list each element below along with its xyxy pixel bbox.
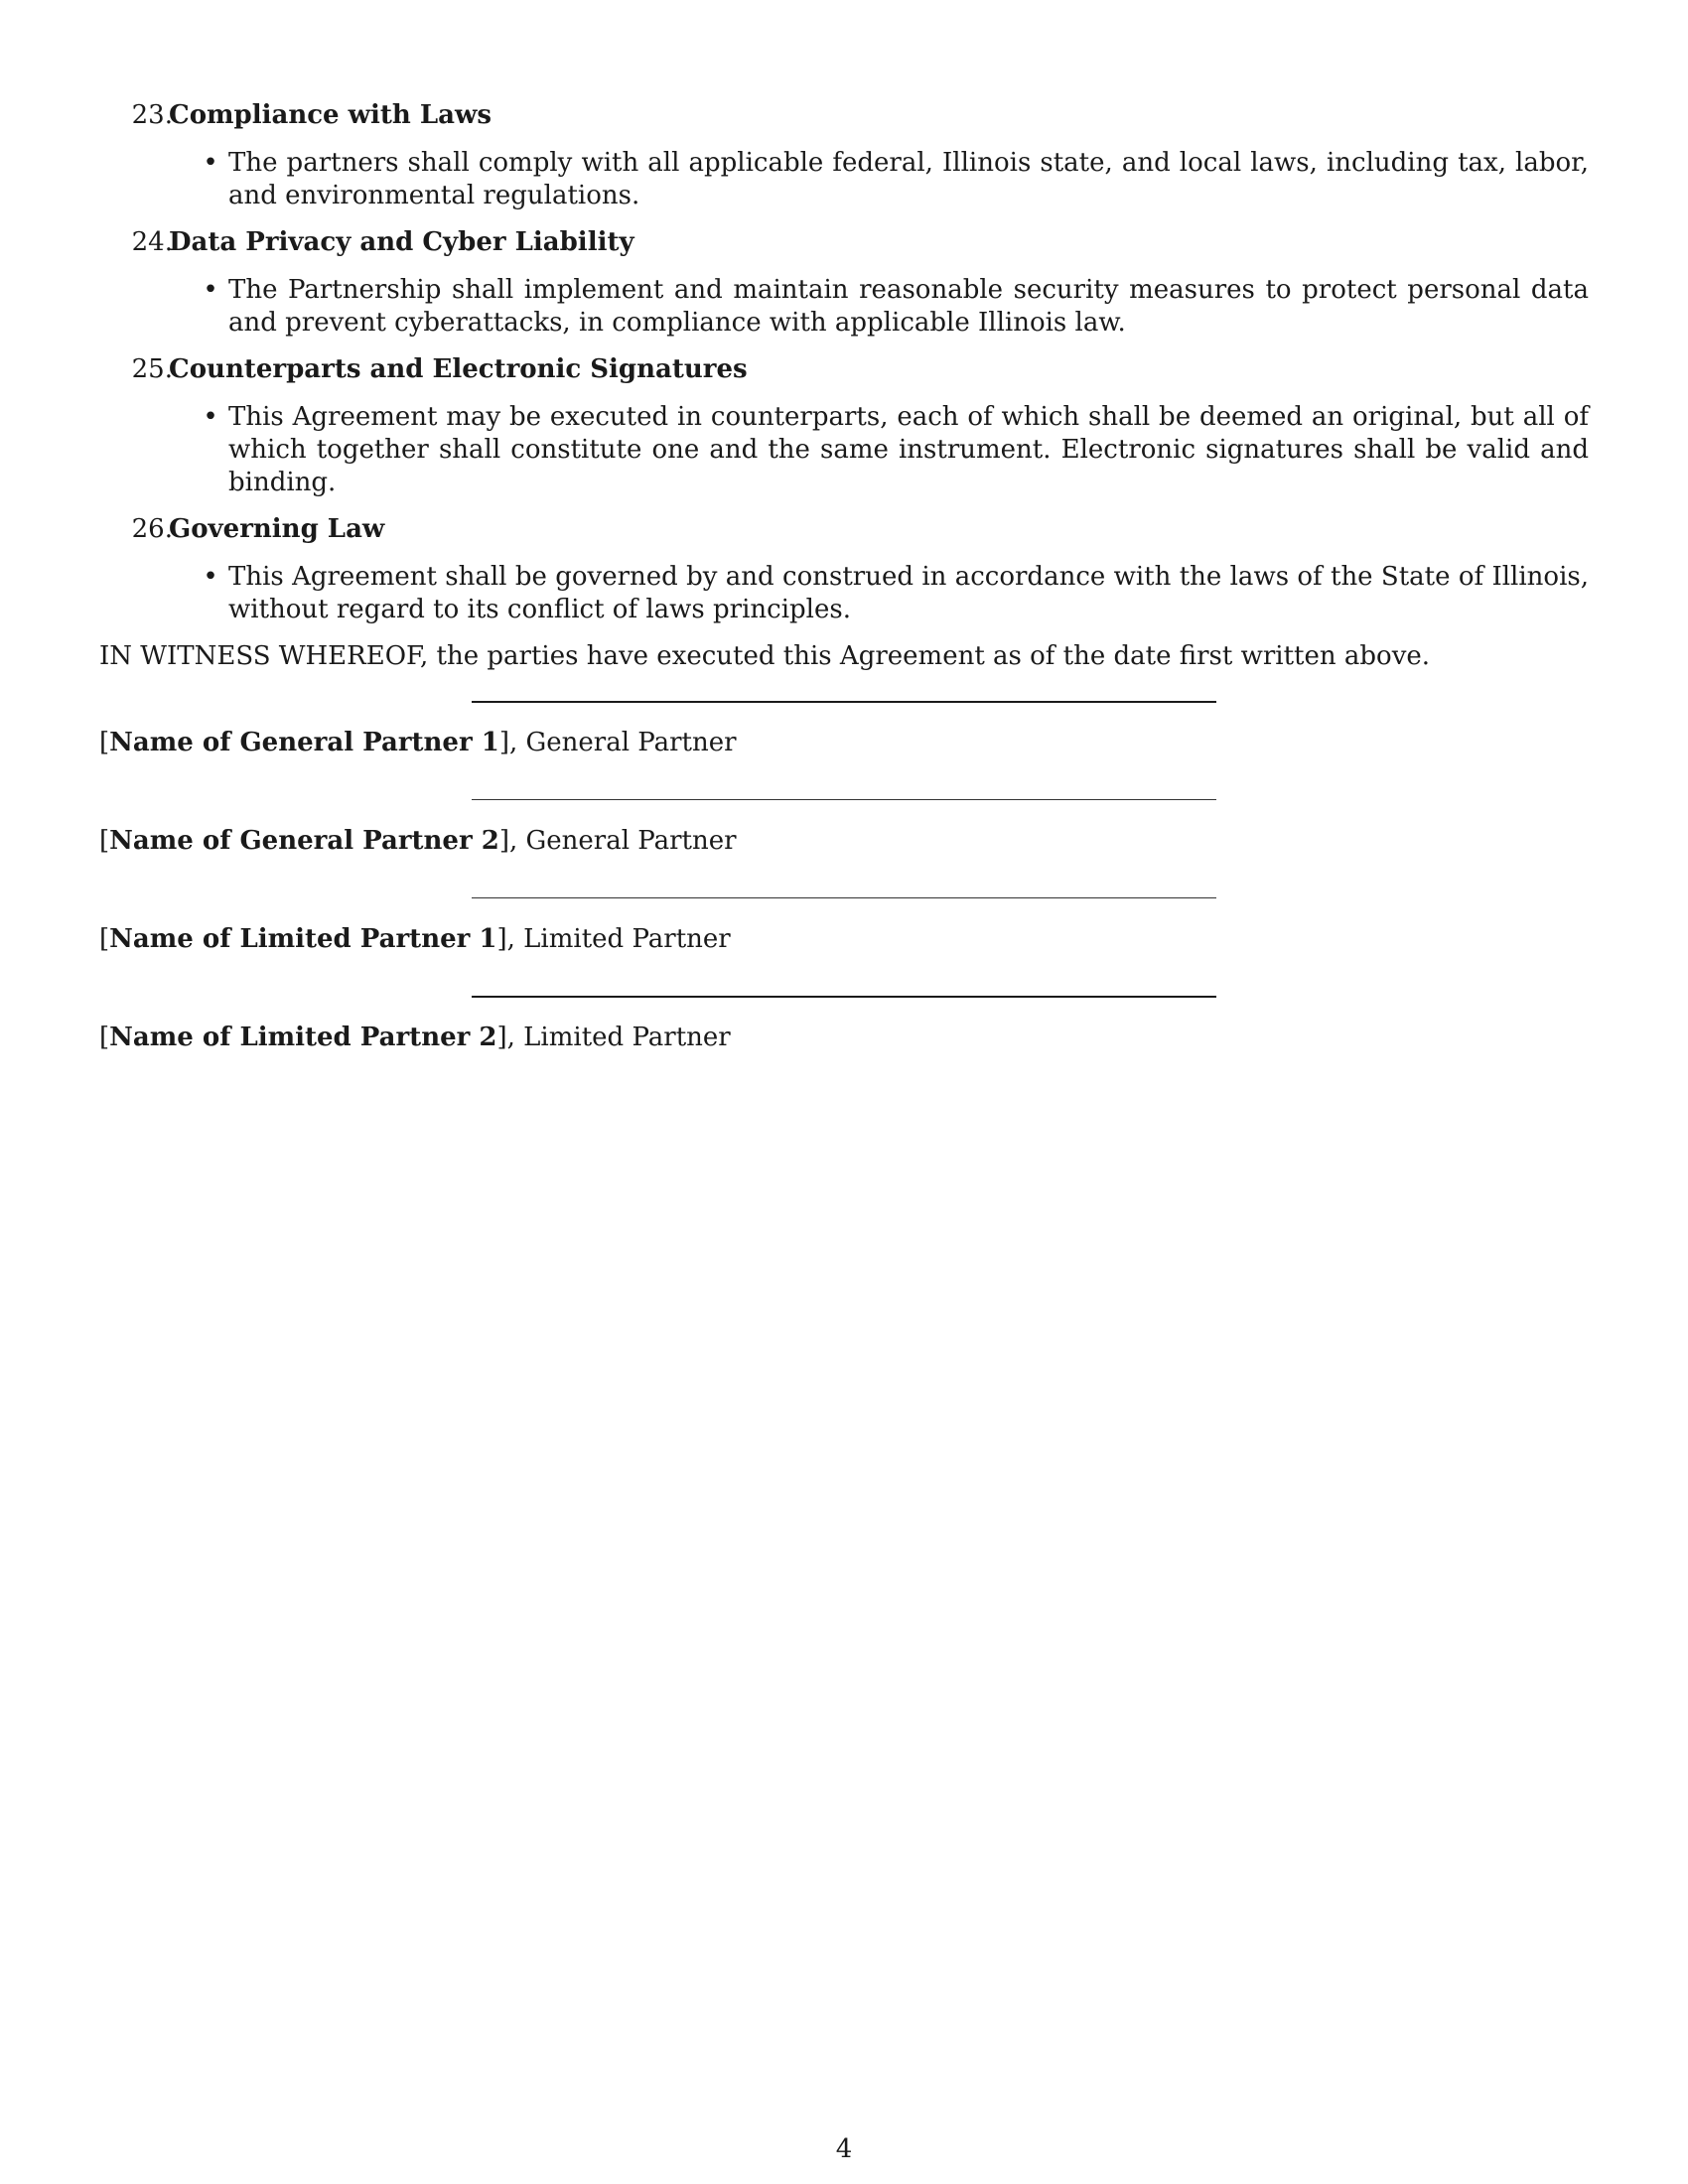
signatory-name: Name of Limited Partner 2 bbox=[109, 1023, 497, 1052]
section-title: Data Privacy and Cyber Liability bbox=[169, 227, 634, 257]
section-number: 24. bbox=[131, 227, 173, 257]
section-title: Compliance with Laws bbox=[169, 100, 492, 130]
section-heading bbox=[99, 226, 1589, 260]
signatory-name: Name of Limited Partner 1 bbox=[109, 924, 497, 954]
list-item-text: This Agreement shall be governed by and construed in accordance with the laws of the State of Illinois, without regard to its conflict of laws principles. bbox=[228, 562, 1589, 624]
section-heading bbox=[99, 99, 1589, 133]
section-number: 23. bbox=[131, 100, 173, 130]
signatory-name: Name of General Partner 2 bbox=[109, 826, 499, 856]
signature-block-limited-partner-1 bbox=[99, 870, 1589, 968]
signatory-role: , Limited Partner bbox=[506, 1023, 731, 1052]
bracket-close: ] bbox=[496, 1023, 507, 1052]
signatory-role: , General Partner bbox=[508, 826, 737, 856]
bullet-icon: • bbox=[203, 148, 218, 178]
section-governing-law bbox=[99, 513, 1589, 626]
section-counterparts bbox=[99, 353, 1589, 499]
section-number: 26. bbox=[131, 514, 173, 544]
section-heading bbox=[99, 513, 1589, 547]
bullet-icon: • bbox=[203, 562, 218, 592]
list-item-text: The partners shall comply with all applicable federal, Illinois state, and local laws, including tax, labor, and environmental regulations. bbox=[228, 148, 1589, 210]
section-data-privacy bbox=[99, 226, 1589, 340]
signature-line[interactable] bbox=[472, 701, 1216, 703]
list-item-text: This Agreement may be executed in counterparts, each of which shall be deemed an original, but all of which together shall constitute one and the same instrument. Electronic signatures shall be valid and binding. bbox=[228, 402, 1589, 497]
signatory-label bbox=[99, 923, 731, 956]
signature-line[interactable] bbox=[472, 897, 1216, 898]
bracket-close: ] bbox=[498, 826, 509, 856]
section-heading bbox=[99, 353, 1589, 387]
signatory-role: , Limited Partner bbox=[506, 924, 731, 954]
bullet-icon: • bbox=[203, 402, 218, 432]
signature-block-limited-partner-2 bbox=[99, 968, 1589, 1066]
section-title: Governing Law bbox=[169, 514, 385, 544]
signature-block-general-partner-2 bbox=[99, 771, 1589, 870]
list-item bbox=[99, 147, 1589, 212]
bullet-icon: • bbox=[203, 275, 218, 305]
section-title: Counterparts and Electronic Signatures bbox=[169, 354, 748, 384]
signatory-label bbox=[99, 727, 737, 759]
signature-line[interactable] bbox=[472, 799, 1216, 800]
bracket-close: ] bbox=[498, 728, 509, 757]
signatory-name: Name of General Partner 1 bbox=[109, 728, 499, 757]
witness-statement: IN WITNESS WHEREOF, the parties have executed this Agreement as of the date first written above. bbox=[99, 641, 1431, 671]
section-compliance-with-laws bbox=[99, 99, 1589, 212]
signatory-label bbox=[99, 1022, 731, 1054]
page-number: 4 bbox=[835, 2134, 853, 2164]
bracket-open: [ bbox=[99, 826, 110, 856]
signatory-label bbox=[99, 825, 737, 858]
list-item bbox=[99, 274, 1589, 340]
signatory-role: , General Partner bbox=[508, 728, 737, 757]
bracket-open: [ bbox=[99, 924, 110, 954]
bracket-close: ] bbox=[496, 924, 507, 954]
bracket-open: [ bbox=[99, 728, 110, 757]
bracket-open: [ bbox=[99, 1023, 110, 1052]
list-item bbox=[99, 561, 1589, 626]
list-item-text: The Partnership shall implement and maintain reasonable security measures to protect personal data and prevent cyberattacks, in compliance with applicable Illinois law. bbox=[228, 275, 1589, 338]
signature-block-general-partner-1 bbox=[99, 673, 1589, 771]
section-number: 25. bbox=[131, 354, 173, 384]
document-body bbox=[99, 99, 1589, 1066]
list-item bbox=[99, 401, 1589, 499]
signature-line[interactable] bbox=[472, 996, 1216, 998]
